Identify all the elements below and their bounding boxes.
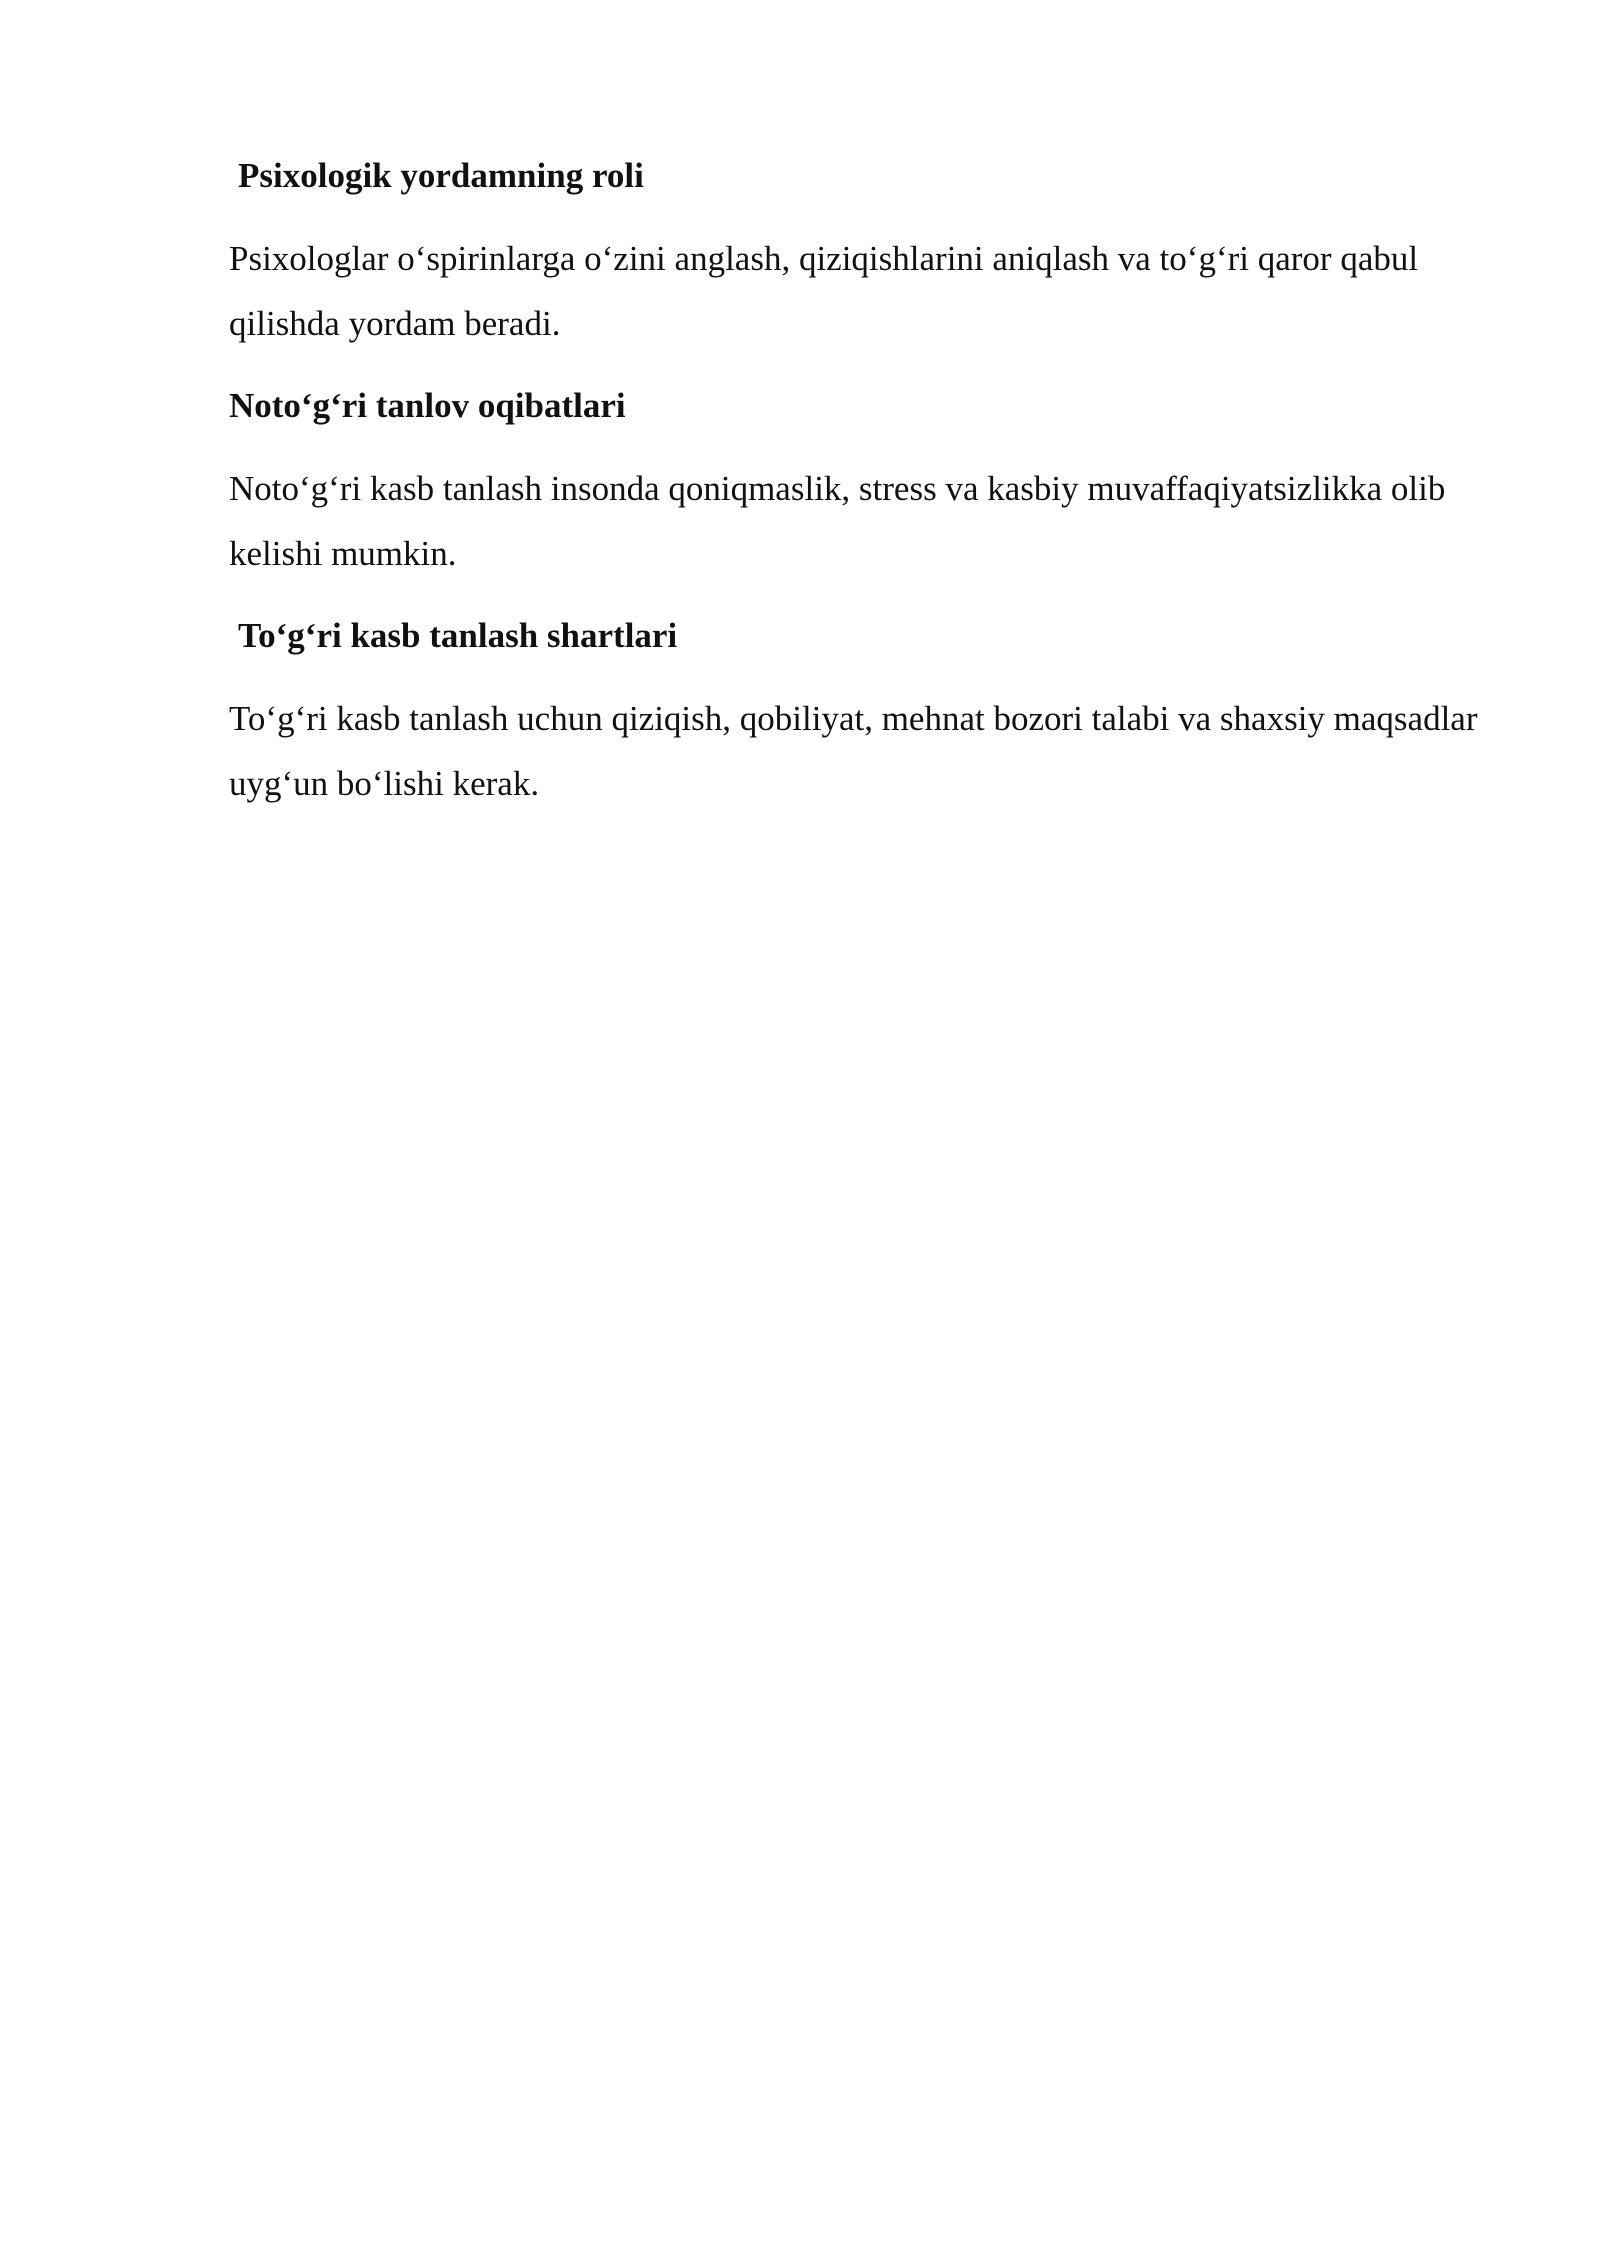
- section-heading-psychological-support: Psixologik yordamning roli: [238, 156, 644, 195]
- section-heading-wrong-choice-consequences: Noto‘g‘ri tanlov oqibatlari: [229, 386, 626, 425]
- section-paragraph-right-career-conditions: To‘g‘ri kasb tanlash uchun qiziqish, qobiliyat, mehnat bozori talabi va shaxsiy maqsadlar uyg‘un bo‘lishi kerak.: [229, 699, 1478, 803]
- section-paragraph-psychological-support: Psixologlar o‘spirinlarga o‘zini anglash, qiziqishlarini aniqlash va to‘g‘ri qaror qabul qilishda yordam beradi.: [229, 239, 1419, 343]
- section-heading-right-career-conditions: To‘g‘ri kasb tanlash shartlari: [238, 616, 678, 655]
- document-content: [229, 148, 1479, 838]
- section-paragraph-wrong-choice-consequences: Noto‘g‘ri kasb tanlash insonda qoniqmaslik, stress va kasbiy muvaffaqiyatsizlikka olib kelishi mumkin.: [229, 469, 1446, 573]
